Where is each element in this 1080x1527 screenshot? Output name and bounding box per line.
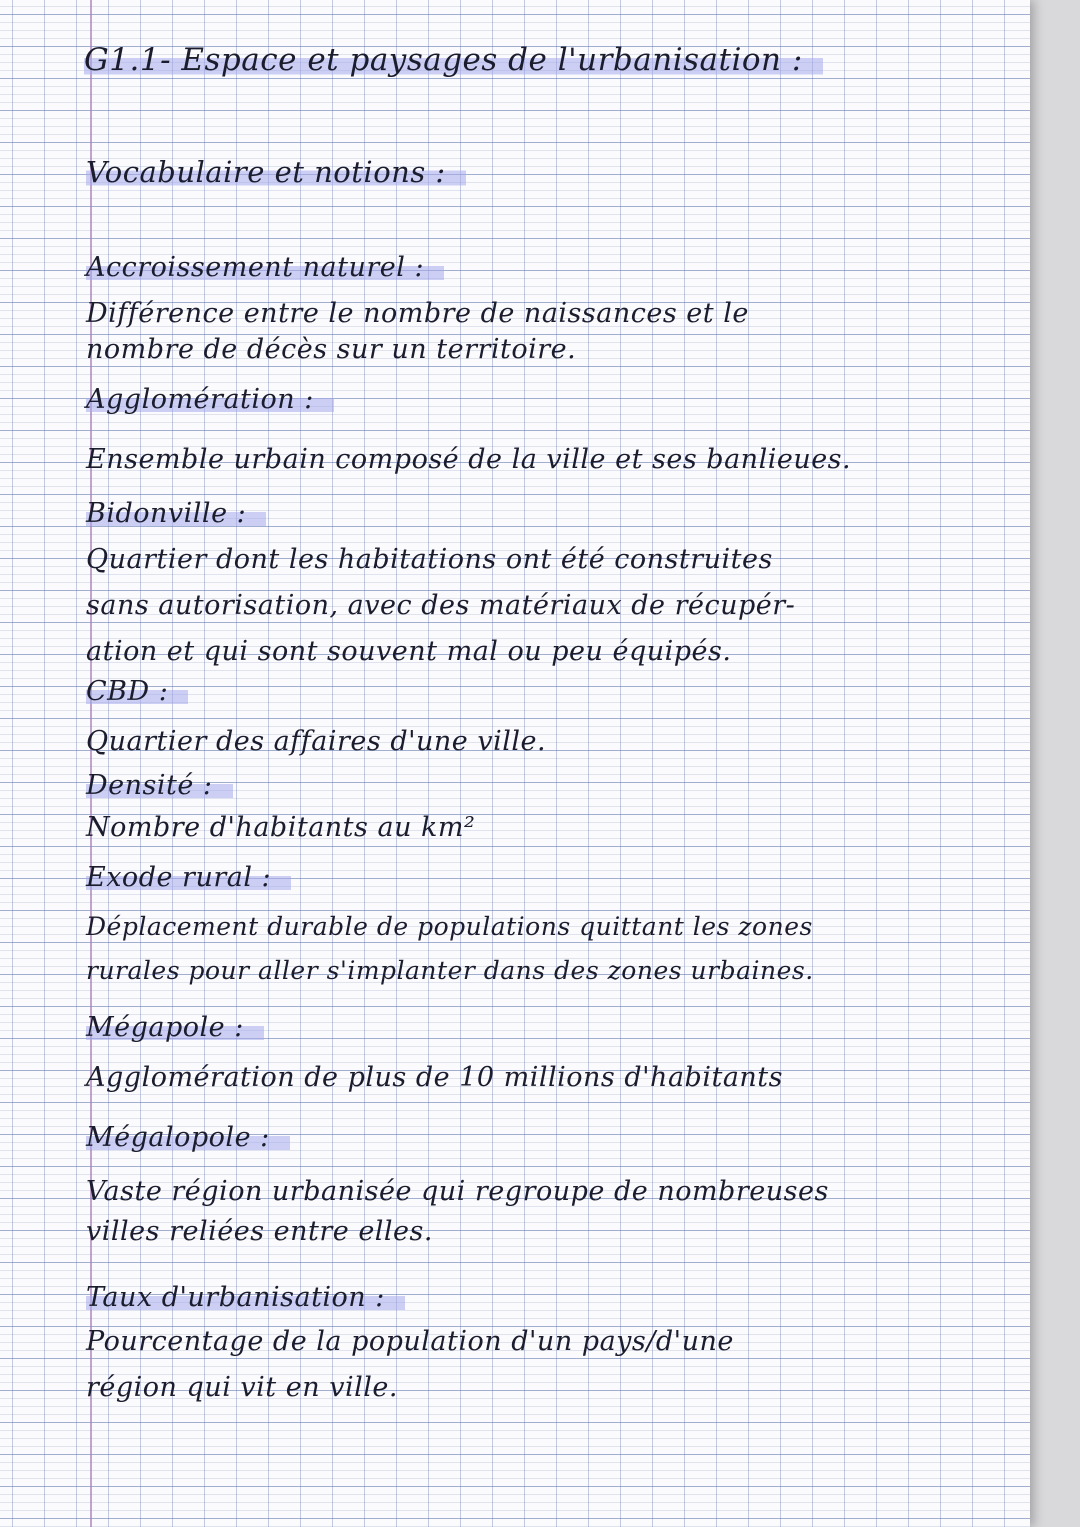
term-heading [86,862,291,893]
definition-line: Déplacement durable de populations quittant les zones [86,912,813,941]
term-heading [86,1282,405,1313]
definition-line: Quartier dont les habitations ont été construites [86,544,773,575]
term-heading [86,252,444,283]
definition-line: rurales pour aller s'implanter dans des zones urbaines. [86,956,814,985]
definition-line: Ensemble urbain composé de la ville et ses banlieues. [86,444,852,475]
definition-line: Vaste région urbanisée qui regroupe de nombreuses [86,1176,829,1207]
term-heading [86,676,188,707]
definition-line: Quartier des affaires d'une ville. [86,726,547,757]
term-heading [86,1122,290,1153]
term-text: Bidonville : [86,498,266,529]
term-text: Mégalopole : [86,1122,290,1153]
term-text: Agglomération : [86,384,334,415]
term-heading [86,384,334,415]
term-text: CBD : [86,676,188,707]
term-text: Taux d'urbanisation : [86,1282,405,1313]
definition-line: région qui vit en ville. [86,1372,398,1403]
section-heading-text: Vocabulaire et notions : [86,155,466,189]
definition-line: sans autorisation, avec des matériaux de récupér- [86,590,796,621]
definition-line: nombre de décès sur un territoire. [86,334,577,365]
definition-line: Différence entre le nombre de naissances et le [86,298,749,329]
term-heading [86,770,233,801]
page-title [84,42,823,78]
definition-line: Agglomération de plus de 10 millions d'habitants [86,1062,784,1093]
definition-line: ation et qui sont souvent mal ou peu équipés. [86,636,732,667]
definition-line: villes reliées entre elles. [86,1216,433,1247]
term-heading [86,1012,264,1043]
term-text: Densité : [86,770,233,801]
page-title-text: G1.1- Espace et paysages de l'urbanisation : [84,42,823,78]
definition-line: Pourcentage de la population d'un pays/d'une [86,1326,734,1357]
term-text: Exode rural : [86,862,291,893]
term-text: Mégapole : [86,1012,264,1043]
term-heading [86,498,266,529]
definition-line: Nombre d'habitants au km² [86,812,476,843]
section-heading [86,155,466,189]
term-text: Accroissement naturel : [86,252,444,283]
